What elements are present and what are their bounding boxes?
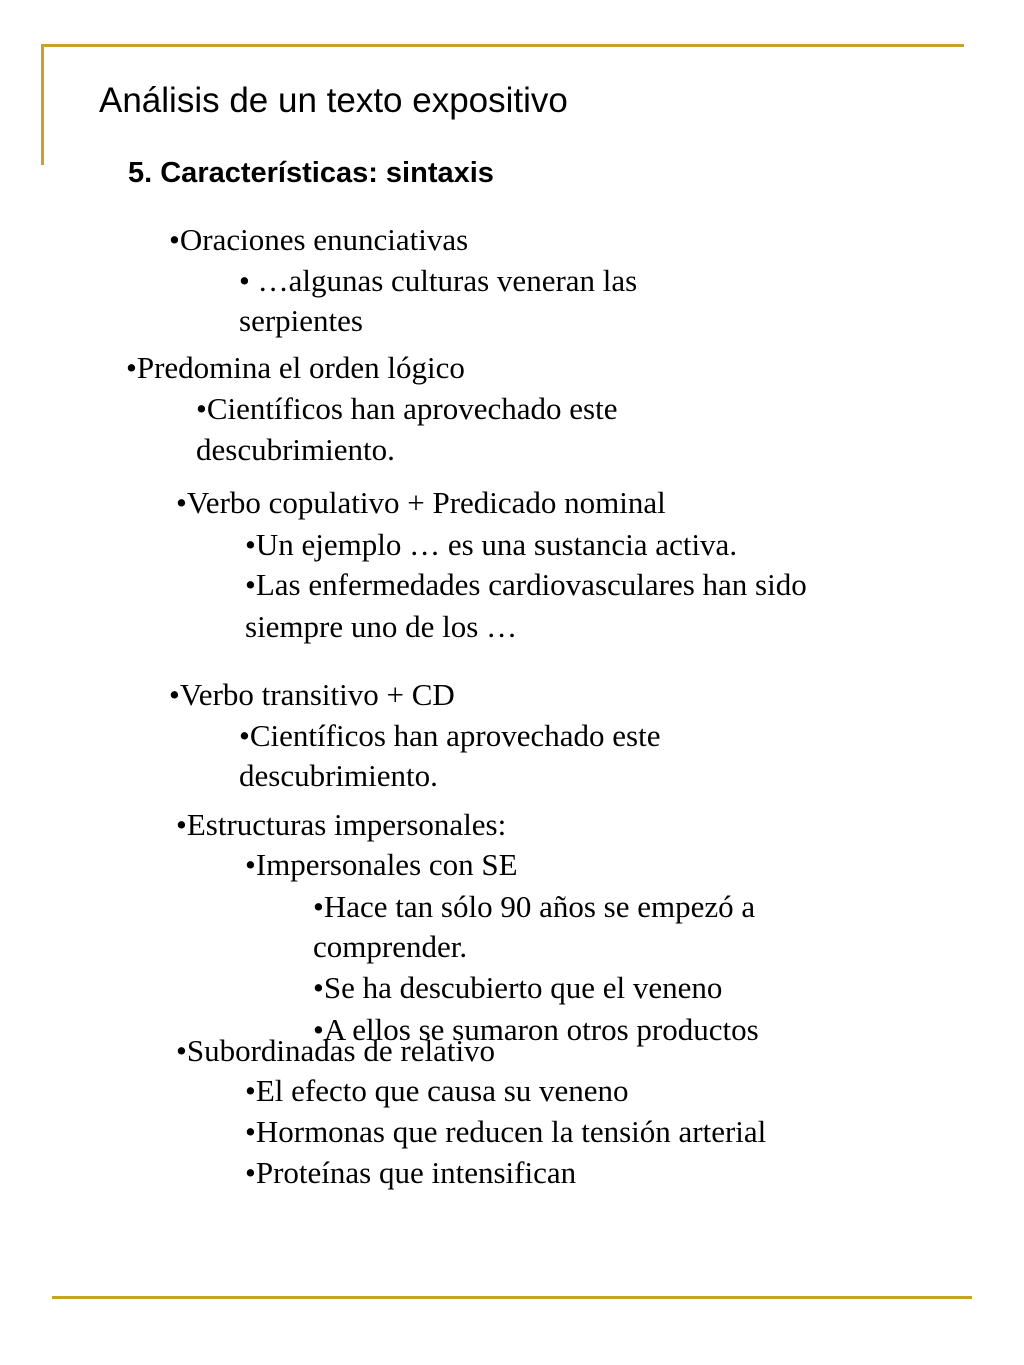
example-line: •El efecto que causa su veneno xyxy=(245,1073,629,1108)
section-heading-estructuras-impersonales: •Estructuras impersonales: xyxy=(176,807,507,842)
left-accent-rule xyxy=(41,44,44,165)
example-line: •Se ha descubierto que el veneno xyxy=(313,970,723,1005)
section-heading-verbo-transitivo: •Verbo transitivo + CD xyxy=(169,677,455,712)
example-line: •Científicos han aprovechado este xyxy=(196,391,618,426)
section-heading-oraciones-enunciativas: •Oraciones enunciativas xyxy=(169,222,469,257)
example-line: comprender. xyxy=(313,929,468,964)
bottom-accent-rule xyxy=(52,1296,972,1299)
example-line: •Un ejemplo … es una sustancia activa. xyxy=(245,527,738,562)
subheading-impersonales-con-se: •Impersonales con SE xyxy=(245,847,518,882)
example-line: descubrimiento. xyxy=(196,432,395,467)
example-line: •Científicos han aprovechado este xyxy=(239,718,661,753)
example-line: •A ellos se sumaron otros productos xyxy=(313,1012,759,1047)
example-line: descubrimiento. xyxy=(239,758,438,793)
example-line: •Las enfermedades cardiovasculares han sido xyxy=(245,567,807,602)
example-line: siempre uno de los … xyxy=(245,609,518,644)
example-line: •Proteínas que intensifican xyxy=(245,1155,577,1190)
section-heading-verbo-copulativo: •Verbo copulativo + Predicado nominal xyxy=(176,485,666,520)
section-heading-orden-logico: •Predomina el orden lógico xyxy=(126,350,465,385)
slide-title: Análisis de un texto expositivo xyxy=(99,81,568,120)
slide-subtitle: 5. Características: sintaxis xyxy=(128,157,494,189)
top-accent-rule xyxy=(42,44,964,47)
example-line: serpientes xyxy=(239,303,363,338)
example-line: •Hace tan sólo 90 años se empezó a xyxy=(313,889,756,924)
example-line: •Hormonas que reducen la tensión arterial xyxy=(245,1114,767,1149)
example-line: • …algunas culturas veneran las xyxy=(239,263,638,298)
section-heading-subordinadas-relativo: •Subordinadas de relativo xyxy=(176,1033,496,1068)
